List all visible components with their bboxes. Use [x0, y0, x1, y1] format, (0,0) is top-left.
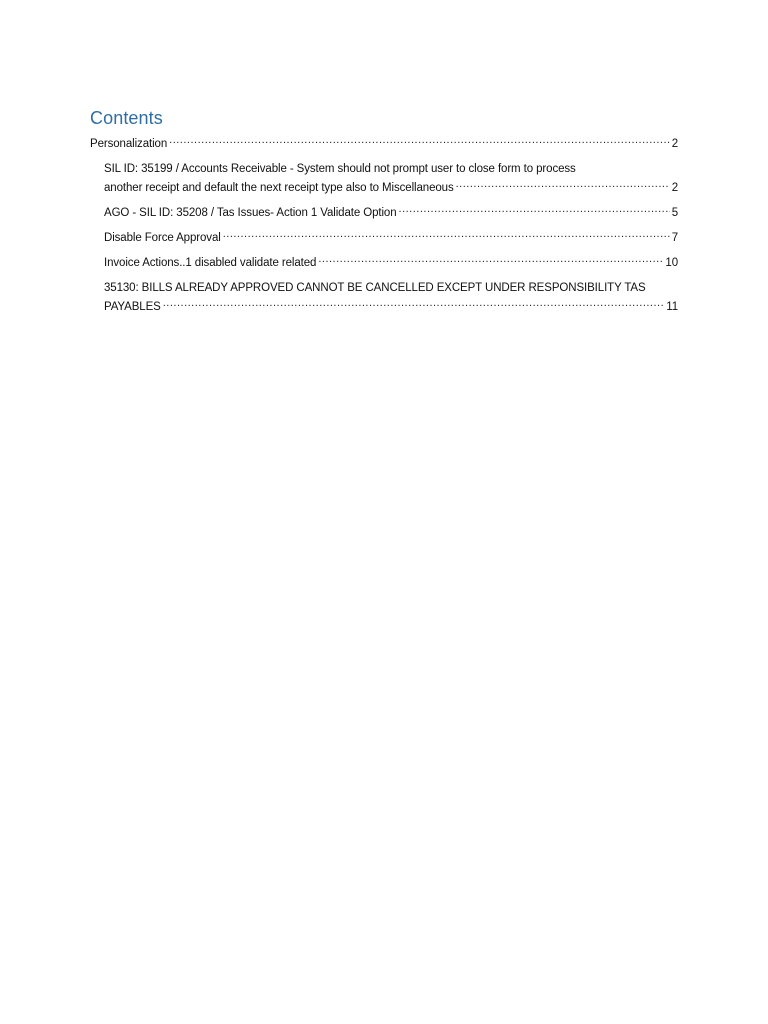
toc-page-number: 2 — [671, 138, 678, 150]
toc-entry-invoice-actions[interactable] — [90, 254, 678, 273]
toc-entry-text: another receipt and default the next receipt type also to Miscellaneous — [104, 182, 454, 194]
toc-page-number: 7 — [671, 232, 678, 244]
toc-entry-text: PAYABLES — [104, 301, 161, 313]
table-of-contents — [90, 108, 678, 323]
toc-entry-personalization[interactable] — [90, 135, 678, 154]
toc-dot-leader — [456, 179, 670, 191]
toc-page-number: 10 — [665, 257, 678, 269]
toc-page-number: 11 — [666, 301, 678, 313]
toc-dot-leader — [169, 135, 670, 147]
toc-entry-ago-sil-35208[interactable] — [90, 204, 678, 223]
toc-entry-text: Disable Force Approval — [104, 232, 221, 244]
toc-dot-leader — [399, 204, 670, 216]
toc-entry-text: Invoice Actions..1 disabled validate related — [104, 257, 317, 269]
toc-dot-leader — [163, 298, 665, 310]
toc-entry-35130-bills[interactable] — [90, 279, 678, 317]
toc-page-number: 2 — [671, 182, 678, 194]
toc-entry-sil-35199[interactable] — [90, 160, 678, 198]
toc-page-number: 5 — [671, 207, 678, 219]
toc-entry-text: Personalization — [90, 138, 168, 150]
toc-dot-leader — [223, 229, 670, 241]
toc-entry-text-line1: 35130: BILLS ALREADY APPROVED CANNOT BE CANCELLED EXCEPT UNDER RESPONSIBILITY TAS — [104, 282, 646, 294]
toc-title: Contents — [90, 108, 163, 128]
toc-entry-text: AGO - SIL ID: 35208 / Tas Issues- Action 1 Validate Option — [104, 207, 397, 219]
toc-entry-disable-force-approval[interactable] — [90, 229, 678, 248]
toc-entry-text-line1: SIL ID: 35199 / Accounts Receivable - System should not prompt user to close form to process — [104, 163, 576, 175]
toc-dot-leader — [318, 254, 663, 266]
